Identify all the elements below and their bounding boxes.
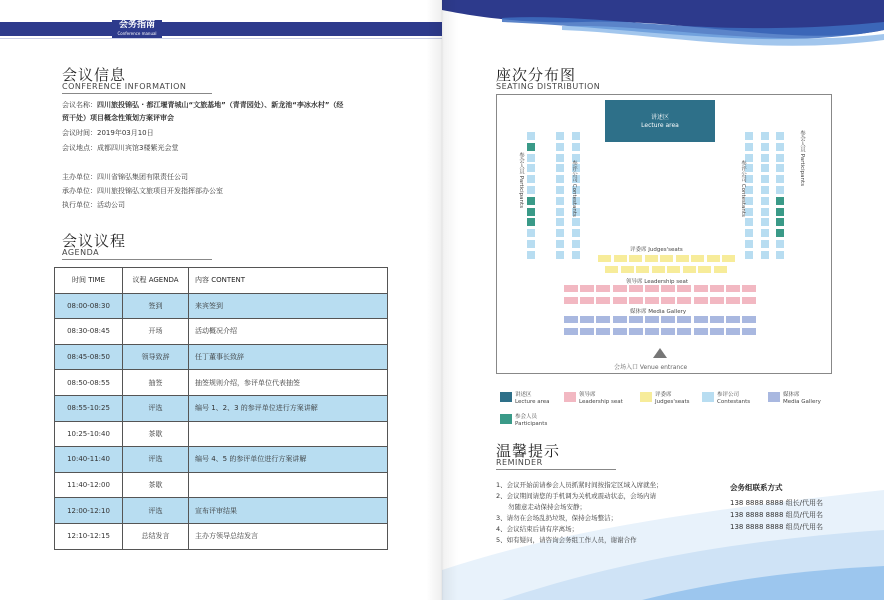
participant-seat [527, 229, 535, 237]
participant-seat [527, 164, 535, 172]
participant-seat [527, 143, 535, 151]
agenda-item: 评选 [123, 498, 189, 524]
agenda-header-item: 议程 AGENDA [123, 268, 189, 294]
participant-seat [776, 132, 784, 140]
agenda-content: 任丁董事长致辞 [189, 344, 388, 370]
legend-swatch [500, 414, 512, 424]
agenda-row [55, 447, 388, 473]
legend-cn: 参评公司 [717, 392, 740, 398]
agenda-content: 来宾签到 [189, 293, 388, 319]
legend-en: Judges'seats [655, 399, 690, 405]
judge-seat [722, 255, 735, 262]
legend-swatch [702, 392, 714, 402]
contestants-label-right: 参评公司 Contestants [740, 160, 746, 217]
media-seat [613, 328, 627, 335]
media-seat [596, 328, 610, 335]
judge-seat [636, 266, 649, 273]
participants-label-left: 参会人员 Participants [518, 152, 524, 209]
judge-seat [660, 255, 673, 262]
media-seat [661, 328, 675, 335]
agenda-time: 12:10-12:15 [55, 523, 123, 549]
agenda-row [55, 421, 388, 447]
media-seat [596, 316, 610, 323]
judge-seat [621, 266, 634, 273]
agenda-item: 评选 [123, 395, 189, 421]
media-seat [580, 328, 594, 335]
agenda-time: 11:40-12:00 [55, 472, 123, 498]
agenda-time: 10:25-10:40 [55, 421, 123, 447]
agenda-time: 12:00-12:10 [55, 498, 123, 524]
conference-name-value-1: 四川旅投锦弘 · 都江堰青城山“文旅基地”（青青园处）、新龙池“李冰水村”（经 [97, 101, 344, 109]
participant-seat [527, 197, 535, 205]
agenda-content: 宣布评审结果 [189, 498, 388, 524]
contact-title: 会务组联系方式 [730, 483, 783, 492]
leadership-seat [645, 297, 659, 304]
contestant-seat [745, 143, 753, 151]
agenda-row [55, 319, 388, 345]
reminder-item: 4、会议结束后请有序离场； [496, 525, 579, 533]
lecture-area-cn: 讲述区 [650, 114, 669, 121]
judge-seat [683, 266, 696, 273]
judge-seat [598, 255, 611, 262]
judge-seat [714, 266, 727, 273]
lecture-area [605, 100, 715, 142]
legend-text [579, 392, 623, 406]
legend-swatch [500, 392, 512, 402]
contestant-seat [556, 197, 564, 205]
leadership-seat [726, 297, 740, 304]
header-divider [0, 38, 442, 39]
contestant-seat [556, 218, 564, 226]
contestant-seat [572, 251, 580, 259]
agenda-content: 活动概况介绍 [189, 319, 388, 345]
legend-cn: 参会人员 [515, 414, 538, 420]
legend-en: Contestants [717, 399, 751, 405]
judge-seat [707, 255, 720, 262]
leadership-seat [645, 285, 659, 292]
media-seat [564, 316, 578, 323]
lecture-area-en: Lecture area [641, 122, 679, 129]
conference-info-subtitle: CONFERENCE INFORMATION [62, 82, 187, 91]
leadership-seat [742, 297, 756, 304]
leadership-seat [710, 297, 724, 304]
legend-swatch [768, 392, 780, 402]
seating-title: 座次分布图 [496, 66, 577, 84]
agenda-row [55, 344, 388, 370]
legend-cn: 领导席 [579, 392, 596, 398]
legend-text [783, 392, 821, 406]
header-tab [112, 20, 162, 38]
leadership-seat [742, 285, 756, 292]
contestant-seat [556, 251, 564, 259]
agenda-row [55, 370, 388, 396]
conference-name-label: 会议名称： [62, 101, 97, 109]
legend-en: Leadership seat [579, 399, 623, 405]
media-seat [629, 316, 643, 323]
agenda-header-row [55, 268, 388, 294]
media-seat [726, 328, 740, 335]
leadership-seat [710, 285, 724, 292]
agenda-item: 茶歇 [123, 421, 189, 447]
agenda-time: 10:40-11:40 [55, 447, 123, 473]
judges-label: 评委席 Judges'seats [630, 247, 683, 253]
conference-name [62, 100, 343, 110]
agenda-item: 茶歇 [123, 472, 189, 498]
legend-cn: 评委席 [655, 392, 672, 398]
agenda-header-content: 内容 CONTENT [189, 268, 388, 294]
contestant-seat [761, 154, 769, 162]
participant-seat [776, 143, 784, 151]
header-tab-cn: 会务指南 [118, 20, 155, 30]
conference-host: 主办单位：四川省锦弘集团有限责任公司 [62, 173, 188, 181]
media-seat [710, 316, 724, 323]
right-page [442, 0, 884, 600]
contestant-seat [745, 251, 753, 259]
participant-seat [776, 164, 784, 172]
agenda-row [55, 472, 388, 498]
participant-seat [776, 240, 784, 248]
contestant-seat [572, 240, 580, 248]
contestant-seat [556, 240, 564, 248]
participant-seat [776, 197, 784, 205]
legend-text [655, 392, 690, 406]
legend-swatch [564, 392, 576, 402]
judge-seat [614, 255, 627, 262]
header-tab-en: Conference manual [117, 31, 157, 36]
agenda-item: 领导致辞 [123, 344, 189, 370]
conference-info-underline [62, 93, 212, 94]
entrance-label: 会场入口 Venue entrance [614, 364, 688, 371]
contestant-seat [556, 164, 564, 172]
judge-seat [676, 255, 689, 262]
reminder-item: 5、如有疑问，请咨询会务组工作人员，谢谢合作 [496, 536, 637, 544]
leadership-seat [564, 297, 578, 304]
agenda-table [54, 267, 388, 550]
participant-seat [527, 218, 535, 226]
leadership-seat [661, 285, 675, 292]
judge-seat [667, 266, 680, 273]
media-seat [742, 328, 756, 335]
agenda-title: 会议议程 [62, 232, 127, 250]
media-seat [677, 328, 691, 335]
conference-organizer: 承办单位：四川旅投锦弘文旅项目开发指挥部办公室 [62, 187, 223, 195]
legend-text [515, 414, 547, 428]
participant-seat [776, 251, 784, 259]
legend-en: Media Gallery [783, 399, 821, 405]
contestant-seat [761, 132, 769, 140]
media-seat [694, 328, 708, 335]
reminder-item: 勿随意走动保持会场安静； [508, 503, 586, 511]
contact-line: 138 8888 8888 组员/代用名 [730, 511, 824, 519]
leadership-seat [694, 285, 708, 292]
leadership-seat [613, 285, 627, 292]
media-seat [564, 328, 578, 335]
conference-place: 会议地点：成都四川宾馆3楼紫光会堂 [62, 144, 179, 152]
media-seat [726, 316, 740, 323]
media-seat [645, 328, 659, 335]
media-seat [661, 316, 675, 323]
agenda-time: 08:50-08:55 [55, 370, 123, 396]
leadership-seat [677, 285, 691, 292]
reminder-subtitle: REMINDER [496, 458, 543, 467]
reminder-title: 温馨提示 [496, 442, 561, 460]
agenda-content: 主办方领导总结发言 [189, 523, 388, 549]
contestant-seat [745, 218, 753, 226]
participant-seat [776, 218, 784, 226]
contestant-seat [761, 240, 769, 248]
header-bar [0, 22, 442, 36]
contestants-label-left: 参评公司 Contestants [571, 160, 577, 217]
contestant-seat [761, 197, 769, 205]
participant-seat [776, 175, 784, 183]
agenda-item: 总结发言 [123, 523, 189, 549]
participant-seat [527, 208, 535, 216]
contestant-seat [745, 240, 753, 248]
legend-en: Participants [515, 421, 548, 427]
agenda-content: 编号 1、2、3 的参评单位进行方案讲解 [189, 395, 388, 421]
contestant-seat [556, 143, 564, 151]
contestant-seat [745, 229, 753, 237]
leadership-label: 领导席 Leadership seat [626, 279, 689, 285]
legend-cn: 讲述区 [515, 392, 532, 398]
participant-seat [776, 154, 784, 162]
contestant-seat [556, 186, 564, 194]
agenda-subtitle: AGENDA [62, 248, 100, 257]
contestant-seat [761, 251, 769, 259]
media-seat [613, 316, 627, 323]
entrance-arrow-icon [653, 348, 667, 358]
contestant-seat [745, 132, 753, 140]
conference-name-line2 [62, 113, 174, 123]
participants-label-right: 参会人员 Participants [799, 130, 805, 187]
contact-line: 138 8888 8888 组长/代用名 [730, 499, 824, 507]
conference-time: 会议时间：2019年03月10日 [62, 129, 154, 137]
contestant-seat [556, 132, 564, 140]
participant-seat [776, 229, 784, 237]
leadership-seat [613, 297, 627, 304]
agenda-content [189, 472, 388, 498]
leadership-seat [596, 297, 610, 304]
participant-seat [527, 240, 535, 248]
leadership-seat [580, 285, 594, 292]
legend-swatch [640, 392, 652, 402]
agenda-item: 签到 [123, 293, 189, 319]
legend-text [515, 392, 550, 406]
media-seat [629, 328, 643, 335]
participant-seat [527, 186, 535, 194]
header-wave-decoration [442, 0, 884, 60]
conference-name-value-2: 贸干处）项目概念性策划方案评审会 [62, 114, 174, 122]
contestant-seat [761, 218, 769, 226]
seating-subtitle: SEATING DISTRIBUTION [496, 82, 601, 91]
conference-executor: 执行单位：活动公司 [62, 201, 125, 209]
leadership-seat [580, 297, 594, 304]
agenda-time: 08:55-10:25 [55, 395, 123, 421]
media-seat [710, 328, 724, 335]
contestant-seat [761, 229, 769, 237]
judge-seat [698, 266, 711, 273]
reminder-item: 3、请勿在会场乱扔垃圾，保持会场整洁； [496, 514, 618, 522]
leadership-seat [694, 297, 708, 304]
participant-seat [527, 251, 535, 259]
conference-info-title: 会议信息 [62, 66, 127, 84]
media-seat [645, 316, 659, 323]
judge-seat [605, 266, 618, 273]
contestant-seat [572, 229, 580, 237]
participant-seat [776, 208, 784, 216]
agenda-row [55, 293, 388, 319]
judge-seat [645, 255, 658, 262]
participant-seat [527, 175, 535, 183]
contestant-seat [761, 186, 769, 194]
agenda-content: 编号 4、5 的参评单位进行方案讲解 [189, 447, 388, 473]
contestant-seat [556, 208, 564, 216]
agenda-header-time: 时间 TIME [55, 268, 123, 294]
contestant-seat [761, 143, 769, 151]
media-seat [677, 316, 691, 323]
contestant-seat [572, 143, 580, 151]
contestant-seat [761, 175, 769, 183]
leadership-seat [629, 285, 643, 292]
contestant-seat [572, 218, 580, 226]
contestant-seat [556, 154, 564, 162]
judge-seat [691, 255, 704, 262]
contact-line: 138 8888 8888 组员/代用名 [730, 523, 824, 531]
agenda-row [55, 395, 388, 421]
contestant-seat [761, 208, 769, 216]
agenda-row [55, 498, 388, 524]
contestant-seat [572, 132, 580, 140]
contestant-seat [761, 164, 769, 172]
legend-text [717, 392, 750, 406]
judge-seat [652, 266, 665, 273]
contestant-seat [556, 229, 564, 237]
participant-seat [527, 154, 535, 162]
media-label: 媒体席 Media Gallery [630, 309, 687, 315]
agenda-time: 08:45-08:50 [55, 344, 123, 370]
leadership-seat [677, 297, 691, 304]
leadership-seat [596, 285, 610, 292]
contestant-seat [556, 175, 564, 183]
leadership-seat [661, 297, 675, 304]
media-seat [694, 316, 708, 323]
media-seat [580, 316, 594, 323]
leadership-seat [629, 297, 643, 304]
agenda-underline [62, 259, 212, 260]
leadership-seat [564, 285, 578, 292]
agenda-time: 08:30-08:45 [55, 319, 123, 345]
agenda-row [55, 523, 388, 549]
judge-seat [629, 255, 642, 262]
legend-cn: 媒体席 [783, 392, 800, 398]
participant-seat [776, 186, 784, 194]
media-seat [742, 316, 756, 323]
reminder-item: 2、会议期间请您的手机调为关机或震动状态，会场内请 [496, 492, 657, 500]
agenda-item: 开场 [123, 319, 189, 345]
reminder-item: 1、会议开始前请参会人员抓紧时间按指定区域入席就坐； [496, 481, 663, 489]
agenda-content [189, 421, 388, 447]
participant-seat [527, 132, 535, 140]
agenda-item: 评选 [123, 447, 189, 473]
agenda-time: 08:00-08:30 [55, 293, 123, 319]
agenda-item: 抽签 [123, 370, 189, 396]
leadership-seat [726, 285, 740, 292]
legend-en: Lecture area [515, 399, 550, 405]
agenda-content: 抽签规则介绍，参评单位代表抽签 [189, 370, 388, 396]
reminder-underline [496, 469, 616, 470]
